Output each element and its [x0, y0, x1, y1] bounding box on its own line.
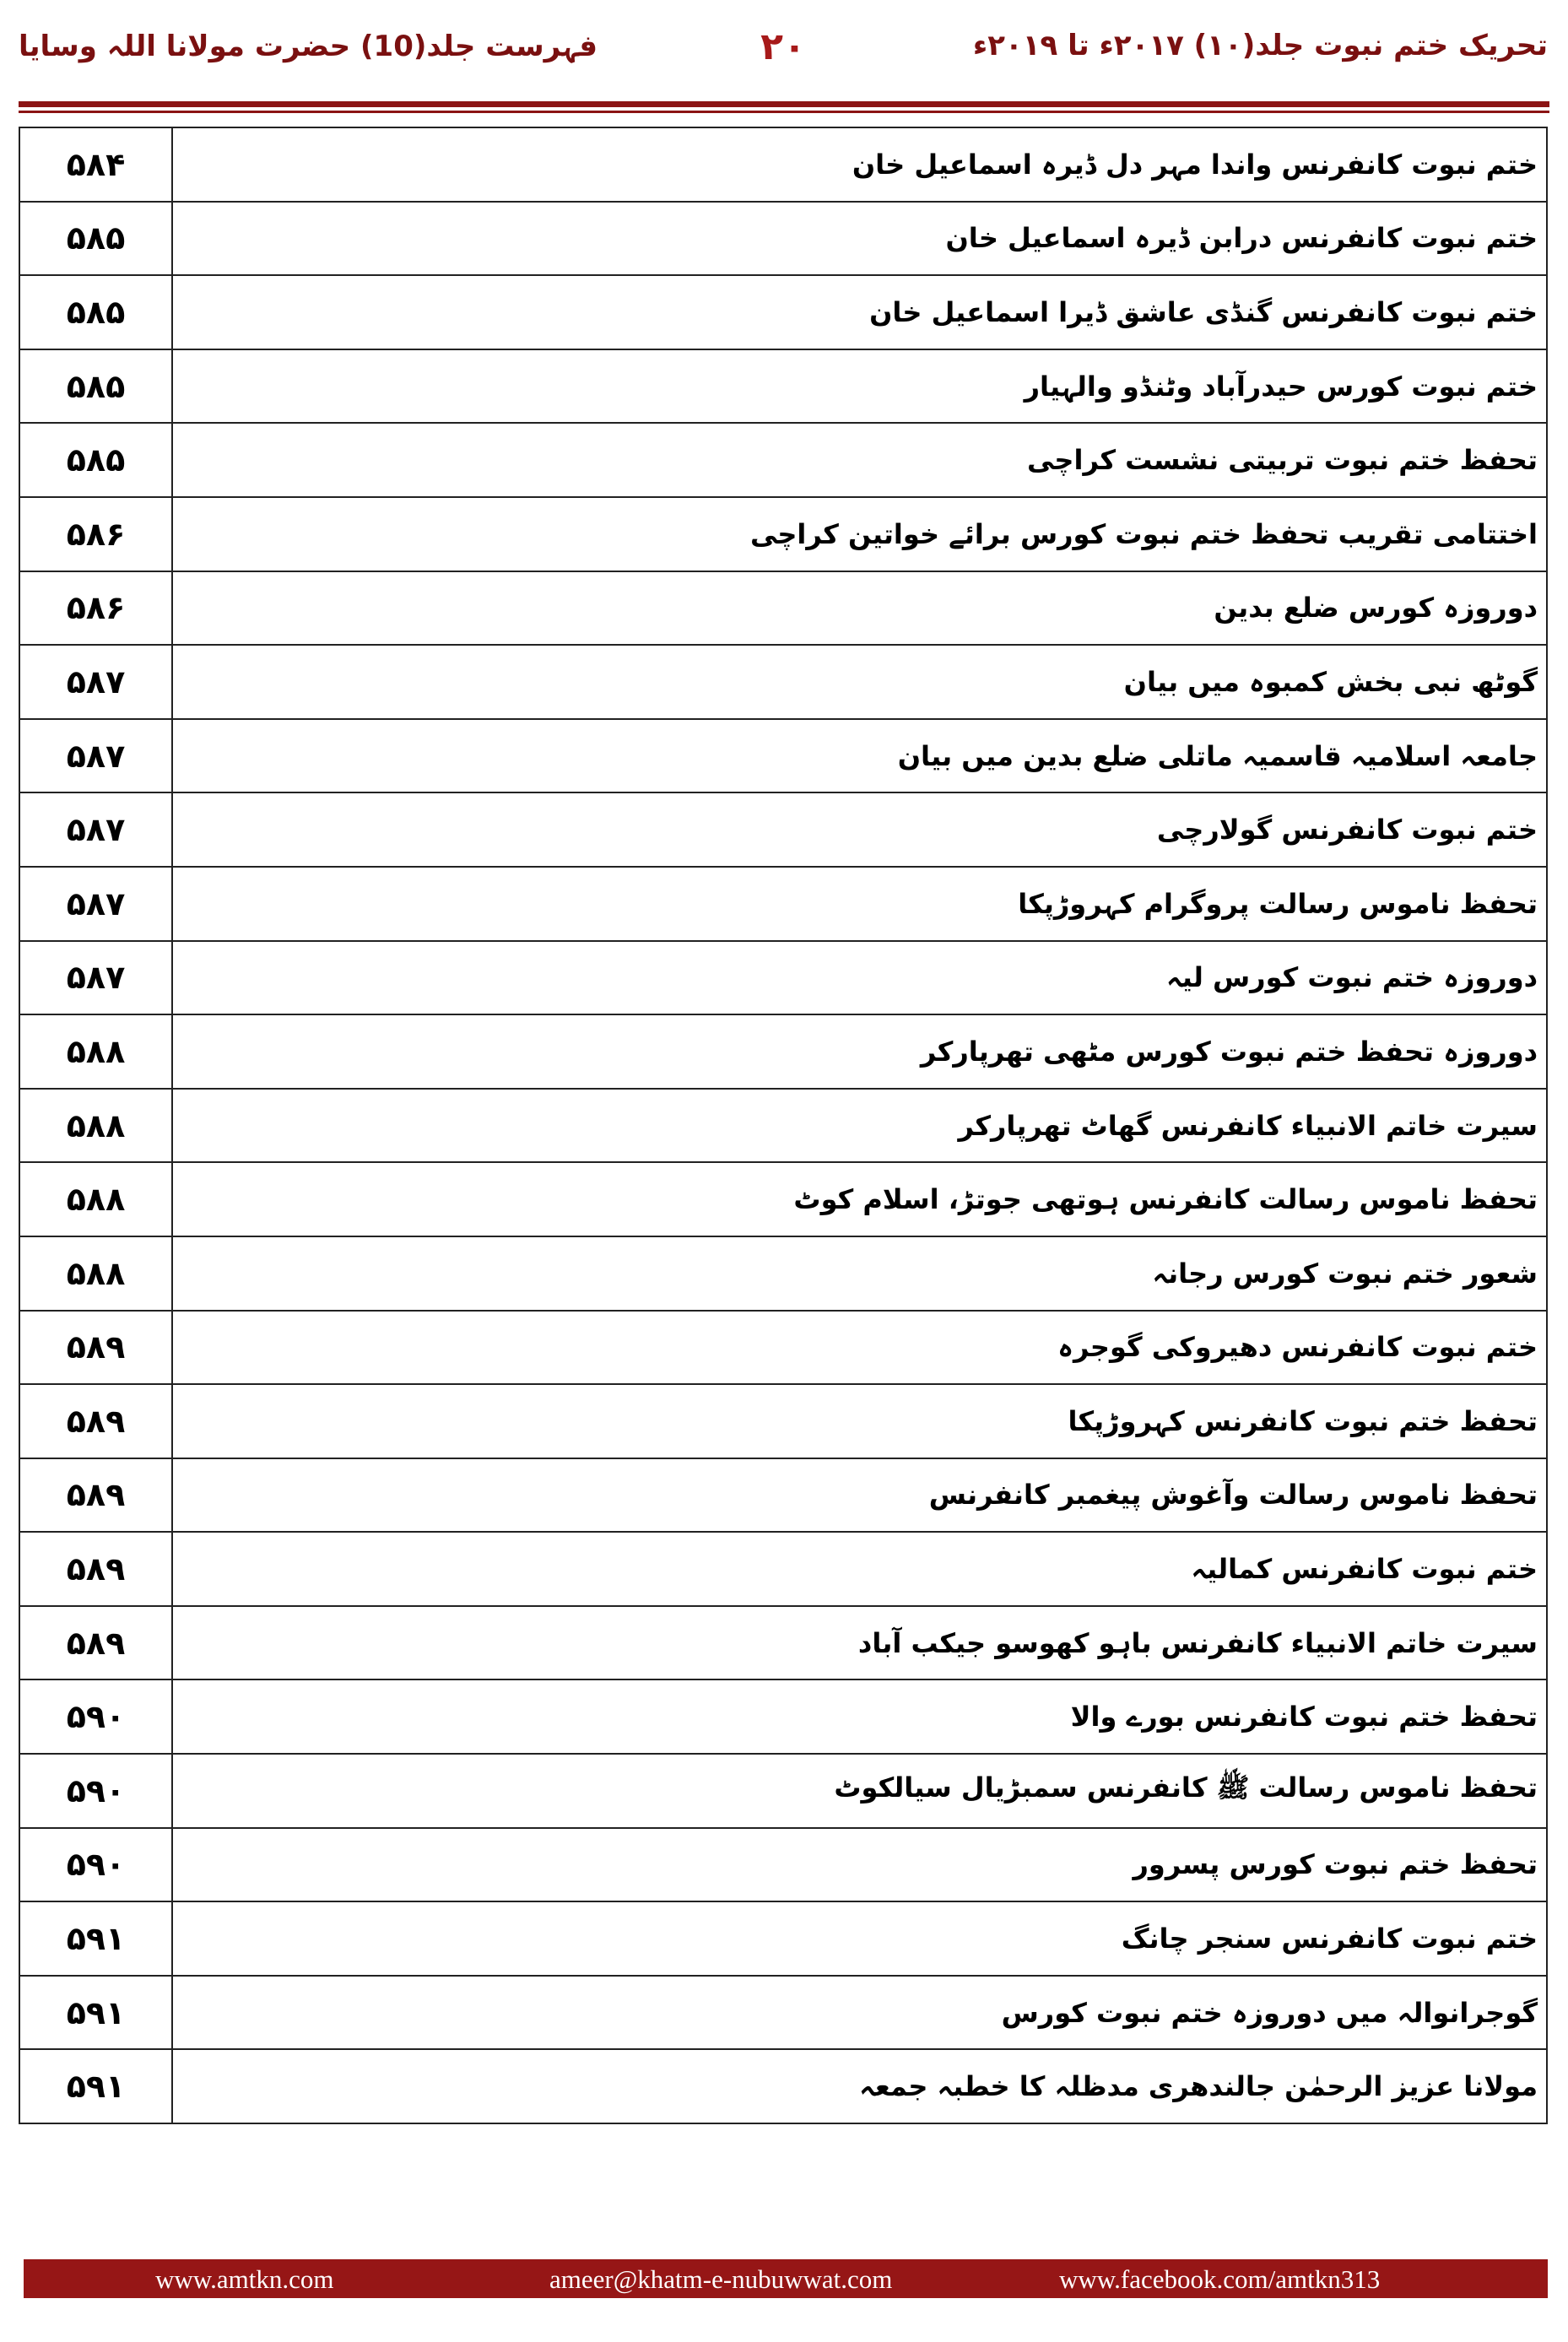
contents-row	[19, 571, 1547, 646]
contents-page-number: ۵۸۷	[19, 792, 172, 867]
contents-row	[19, 127, 1547, 202]
contents-page-number: ۵۸۶	[19, 571, 172, 646]
contents-page-number: ۵۸۶	[19, 497, 172, 571]
contents-page-number: ۵۸۹	[19, 1606, 172, 1680]
contents-page-number: ۵۸۸	[19, 1089, 172, 1163]
contents-page-number: ۵۹۰	[19, 1828, 172, 1902]
contents-entry-title: ختم نبوت کورس حیدرآباد وٹنڈو والہیار	[172, 349, 1547, 424]
contents-entry-title: شعور ختم نبوت کورس رجانہ	[172, 1236, 1547, 1311]
contents-entry-title: تحفظ ختم نبوت کانفرنس کہروڑپکا	[172, 1384, 1547, 1458]
contents-page-number: ۵۸۹	[19, 1458, 172, 1533]
footer-website-link[interactable]: www.amtkn.com	[155, 2264, 334, 2294]
contents-entry-title: تحفظ ختم نبوت تربیتی نشست کراچی	[172, 423, 1547, 497]
contents-page-number: ۵۸۹	[19, 1384, 172, 1458]
contents-row	[19, 1014, 1547, 1089]
contents-entry-title: اختتامی تقریب تحفظ ختم نبوت کورس برائے خواتین کراچی	[172, 497, 1547, 571]
contents-row	[19, 1162, 1547, 1236]
contents-page-number: ۵۸۸	[19, 1014, 172, 1089]
contents-row	[19, 1532, 1547, 1606]
contents-entry-title: ختم نبوت کانفرنس درابن ڈیرہ اسماعیل خان	[172, 202, 1547, 276]
contents-row	[19, 202, 1547, 276]
contents-row	[19, 1089, 1547, 1163]
contents-row	[19, 1236, 1547, 1311]
contents-row	[19, 1901, 1547, 1976]
footer-facebook-link[interactable]: www.facebook.com/amtkn313	[1059, 2264, 1381, 2294]
contents-page-number: ۵۸۷	[19, 645, 172, 719]
contents-entry-title: تحفظ ختم نبوت کانفرنس بورے والا	[172, 1679, 1547, 1754]
contents-page-number: ۵۹۰	[19, 1679, 172, 1754]
contents-row	[19, 1828, 1547, 1902]
contents-row	[19, 645, 1547, 719]
contents-entry-title: تحفظ ختم نبوت کورس پسرور	[172, 1828, 1547, 1902]
footer-email-link[interactable]: ameer@khatm-e-nubuwwat.com	[549, 2264, 893, 2294]
page-number: ۲۰	[760, 25, 806, 68]
contents-entry-title: ختم نبوت کانفرنس گنڈی عاشق ڈیرا اسماعیل خان	[172, 275, 1547, 349]
header-divider-thin	[19, 111, 1549, 113]
contents-entry-title: سیرت خاتم الانبیاء کانفرنس گھاٹ تھرپارکر	[172, 1089, 1547, 1163]
contents-row	[19, 1679, 1547, 1754]
contents-entry-title: گوٹھ نبی بخش کمبوہ میں بیان	[172, 645, 1547, 719]
contents-row	[19, 719, 1547, 793]
contents-row	[19, 1458, 1547, 1533]
contents-row	[19, 423, 1547, 497]
contents-row	[19, 1606, 1547, 1680]
contents-entry-title: ختم نبوت کانفرنس دھیروکی گوجرہ	[172, 1311, 1547, 1385]
contents-row	[19, 349, 1547, 424]
contents-page-number: ۵۸۵	[19, 349, 172, 424]
contents-entry-title: ختم نبوت کانفرنس کمالیہ	[172, 1532, 1547, 1606]
contents-page-number: ۵۸۸	[19, 1236, 172, 1311]
contents-page-number: ۵۹۱	[19, 1901, 172, 1976]
header-divider-thick	[19, 101, 1549, 107]
contents-page-number: ۵۸۹	[19, 1532, 172, 1606]
contents-row	[19, 941, 1547, 1015]
contents-entry-title: تحفظ ناموس رسالت پروگرام کہروڑپکا	[172, 867, 1547, 941]
page-footer	[24, 2259, 1548, 2298]
volume-index-title: فہرست جلد(10) حضرت مولانا اللہ وسایا	[19, 30, 598, 63]
contents-row	[19, 275, 1547, 349]
contents-page-number: ۵۸۷	[19, 941, 172, 1015]
contents-row	[19, 867, 1547, 941]
contents-page-number: ۵۹۱	[19, 1976, 172, 2050]
book-title: تحریک ختم نبوت جلد(۱۰) ۲۰۱۷ء تا ۲۰۱۹ء	[972, 29, 1548, 62]
page-header	[19, 25, 1548, 84]
contents-entry-title: تحفظ ناموس رسالت کانفرنس ہوتھی جوتڑ، اسلام کوٹ	[172, 1162, 1547, 1236]
contents-page-number: ۵۹۰	[19, 1754, 172, 1828]
contents-row	[19, 2049, 1547, 2123]
contents-entry-title: دوروزہ کورس ضلع بدین	[172, 571, 1547, 646]
contents-page-number: ۵۸۹	[19, 1311, 172, 1385]
contents-entry-title: دوروزہ تحفظ ختم نبوت کورس مٹھی تھرپارکر	[172, 1014, 1547, 1089]
contents-entry-title: تحفظ ناموس رسالت وآغوش پیغمبر کانفرنس	[172, 1458, 1547, 1533]
contents-page-number: ۵۸۴	[19, 127, 172, 202]
contents-entry-title: ختم نبوت کانفرنس گولارچی	[172, 792, 1547, 867]
contents-page-number: ۵۸۵	[19, 423, 172, 497]
contents-table	[19, 127, 1548, 2124]
contents-entry-title: گوجرانوالہ میں دوروزہ ختم نبوت کورس	[172, 1976, 1547, 2050]
contents-row	[19, 792, 1547, 867]
contents-row	[19, 1976, 1547, 2050]
contents-page-number: ۵۸۵	[19, 202, 172, 276]
contents-row	[19, 1311, 1547, 1385]
contents-entry-title: تحفظ ناموس رسالت ﷺ کانفرنس سمبڑیال سیالکوٹ	[172, 1754, 1547, 1828]
contents-entry-title: دوروزہ ختم نبوت کورس لیہ	[172, 941, 1547, 1015]
contents-page-number: ۵۸۷	[19, 719, 172, 793]
contents-page-number: ۵۹۱	[19, 2049, 172, 2123]
contents-page-number: ۵۸۵	[19, 275, 172, 349]
contents-entry-title: ختم نبوت کانفرنس سنجر چانگ	[172, 1901, 1547, 1976]
contents-row	[19, 497, 1547, 571]
contents-page-number: ۵۸۷	[19, 867, 172, 941]
contents-entry-title: سیرت خاتم الانبیاء کانفرنس باہو کھوسو جیکب آباد	[172, 1606, 1547, 1680]
contents-entry-title: ختم نبوت کانفرنس واندا مہر دل ڈیرہ اسماعیل خان	[172, 127, 1547, 202]
contents-entry-title: جامعہ اسلامیہ قاسمیہ ماتلی ضلع بدین میں بیان	[172, 719, 1547, 793]
contents-page-number: ۵۸۸	[19, 1162, 172, 1236]
contents-row	[19, 1754, 1547, 1828]
contents-entry-title: مولانا عزیز الرحمٰن جالندھری مدظلہ کا خطبہ جمعہ	[172, 2049, 1547, 2123]
contents-row	[19, 1384, 1547, 1458]
